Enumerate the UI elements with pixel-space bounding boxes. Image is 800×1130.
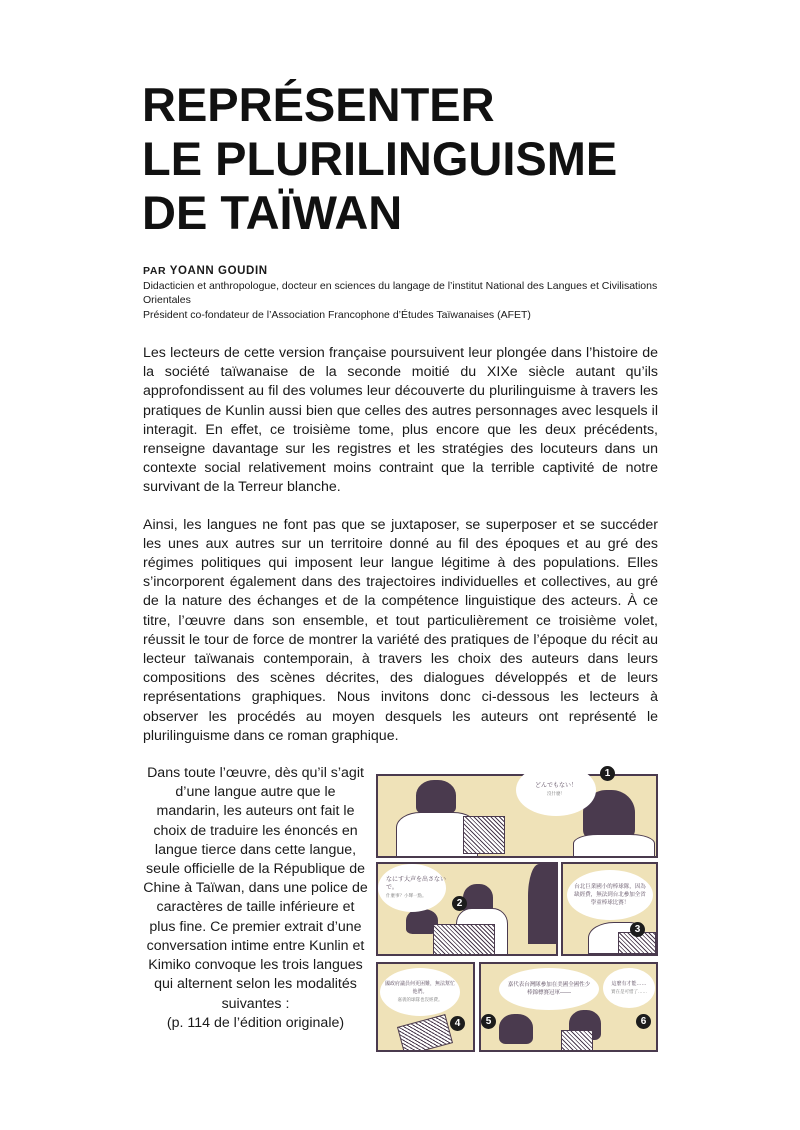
speech-bubble (380, 968, 460, 1016)
character-shirt (573, 834, 655, 858)
title-line: REPRÉSENTER (142, 78, 495, 131)
paragraph: Dans toute l’œuvre, dès qu’il s’agit d’une langue autre que le mandarin, les auteurs ont fait le choix de traduire les énoncés en langue tierce dans cette langue, seule officielle de la République de Chine à Taïwan, dans une police de caractères de taille inférieure et plus fine. Ce premier extrait d’une conversation intime entre Kunlin et Kimiko convoque les trois langues qui alternent selon les modalités suivantes : (143, 765, 368, 1012)
page-title (142, 78, 617, 240)
title-line: LE PLURILINGUISME (142, 132, 618, 185)
byline-prefix: PAR (143, 265, 167, 277)
bubble-text: なにす大声を出さないで。 (386, 877, 447, 892)
comic-section (143, 764, 658, 1049)
bubble-text: どんでもない！ (534, 783, 577, 790)
article-body (143, 264, 658, 1049)
speech-bubble (499, 968, 599, 1010)
bubble-text: 國政府議員何更困難，無法幫忙他們。 (384, 981, 455, 996)
speech-bubble (603, 968, 655, 1008)
author-credentials: Didacticien et anthropologue, docteur en sciences du langage de l’institut National des Langues et Civilisations Orientales (143, 279, 658, 306)
newspaper (463, 816, 505, 854)
panel-number: 6 (636, 1014, 651, 1029)
newspaper (561, 1030, 593, 1052)
speech-bubble (378, 864, 446, 912)
speech-bubble (516, 764, 596, 816)
bubble-translation: 什麼事？小聲一點。 (386, 893, 427, 899)
newspaper (433, 924, 495, 956)
title-line: DE TAÏWAN (142, 186, 403, 239)
bubble-translation: 沒什麼！ (547, 791, 565, 797)
bubble-translation: 嘉義的球隊也沒經費。 (397, 997, 443, 1003)
panel-number: 5 (481, 1014, 496, 1029)
panel-number: 2 (452, 896, 467, 911)
bubble-text: 台北巨業國小的棒球隊，因為缺經費，無法到台北參加全省學童棒球比賽！ (574, 884, 646, 907)
character-figure (499, 1014, 533, 1044)
speech-bubble (567, 870, 653, 920)
bubble-text: 這麼有才能…… (611, 981, 647, 988)
source-caption: (p. 114 de l’édition originale) (166, 1014, 345, 1031)
comic-panel-3 (561, 862, 658, 956)
panel-number: 3 (630, 922, 645, 937)
newspaper (397, 1014, 453, 1052)
paragraph: Ainsi, les langues ne font pas que se juxtaposer, se superposer et se succéder les unes aux autres sur un territoire donné au fil des époques et au gré des régimes politiques qui imposent leur langue légitime à des populations. Elles s’incorporent également dans des trajectoires individuelles et collectives, au gré de la nature des échanges et de la compétence linguistique des acteurs. À ce titre, l’œuvre dans son ensemble, et tout particulièrement ce troisième volet, réussit le tour de force de montrer la variété des pratiques de l’époque du récit au lecteur taïwanais contemporain, à travers les choix des auteurs dans leurs compositions des scènes décrites, des dialogues développés et de leurs représentations graphiques. Nous invitons donc ci-dessous les lecteurs à observer les procédés au moyen desquels les auteurs ont représenté le plurilinguisme dans ce roman graphique. (143, 516, 658, 744)
panel-number: 4 (450, 1016, 465, 1031)
character-figure (528, 864, 556, 944)
character-figure (416, 780, 456, 814)
comic-panel-4 (376, 962, 475, 1052)
author-byline (143, 264, 658, 322)
author-name: YOANN GOUDIN (169, 265, 268, 277)
comic-intro (143, 764, 368, 1033)
author-affiliation: Président co-fondateur de l’Association Francophone d’Études Taïwanaises (AFET) (143, 308, 531, 321)
panel-number: 1 (600, 766, 615, 781)
bubble-text: 嘉代表台灣隊參加在美國全國性少棒錦標賽冠軍—— (507, 982, 591, 997)
bubble-translation: 實在是可惜了…… (611, 989, 647, 995)
author-name-line (143, 264, 658, 279)
comic-strip-image (376, 764, 658, 1049)
comic-panel-5 (479, 962, 658, 1052)
paragraph: Les lecteurs de cette version française poursuivent leur plongée dans l’histoire de la société taïwanaise de la seconde moitié du XIXe siècle autant qu’ils approfondissent au fil des volumes leur découverte du plurilinguisme à travers les pratiques de Kunlin aussi bien que celles des autres personnages avec lesquels il interagit. En effet, ce troisième tome, plus encore que les deux précédents, renseigne davantage sur les registres et les stratégies des locuteurs dans un contexte social relativement moins contraint que la terrible captivité de notre survivant de la Terreur blanche. (143, 345, 658, 496)
